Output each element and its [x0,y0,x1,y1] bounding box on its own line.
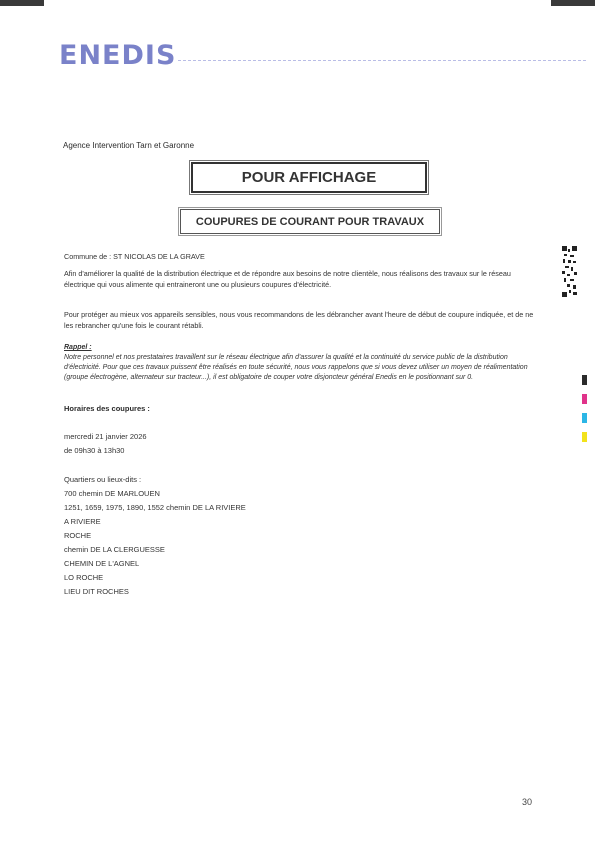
scan-corner-left [0,0,44,6]
title-coupures [180,209,440,234]
quartier-item: CHEMIN DE L'AGNEL [64,559,140,568]
quartier-item: LO ROCHE [64,573,104,582]
quartiers-title: Quartiers ou lieux-dits : [64,475,142,484]
enedis-logo: ENEDIS [59,40,177,71]
agence-name: Agence Intervention Tarn et Garonne [63,141,195,150]
quartier-item: 700 chemin DE MARLOUEN [64,489,160,498]
title-pour-affichage [191,162,427,193]
horaires-time: de 09h30 à 13h30 [64,446,125,455]
rappel-label: Rappel : [64,344,92,351]
quartier-item: A RIVIERE [64,517,101,526]
title-pour-affichage-text: POUR AFFICHAGE [241,169,377,186]
printer-color-marks [582,375,587,451]
quartier-item: 1251, 1659, 1975, 1890, 1552 chemin DE LA RIVIERE [64,503,246,512]
color-mark [582,394,587,404]
quartier-item: chemin DE LA CLERGUESSE [64,545,165,554]
scan-corner-right [551,0,595,6]
title-coupures-text: COUPURES DE COURANT POUR TRAVAUX [195,215,425,228]
rappel-block [64,343,538,383]
paragraph-2: Pour protéger au mieux vos appareils sensibles, nous vous recommandons de les débrancher avant l'heure de début de coupure indiquée, et de ne les rebrancher qu'une fois le courant rétabli. [64,310,534,330]
paragraph-1: Afin d'améliorer la qualité de la distribution électrique et de répondre aux besoins de notre clientèle, nous réalisons des travaux sur le réseau électrique qui vous alimente qui entraineront une ou plusieurs coupures d'électricité. [64,269,511,289]
quartier-item: ROCHE [64,531,92,540]
quartier-item: LIEU DIT ROCHES [64,587,129,596]
color-mark [582,413,587,423]
qr-code-icon [562,246,577,297]
horaires-title: Horaires des coupures : [64,404,150,413]
page-number: 30 [522,797,533,807]
commune-line: Commune de : ST NICOLAS DE LA GRAVE [64,252,205,261]
horaires-date: mercredi 21 janvier 2026 [64,432,147,441]
header-rule [178,60,586,61]
rappel-text: Notre personnel et nos prestataires travaillent sur le réseau électrique afin d'assurer la qualité et la continuité du service public de la distribution d'électricité. Pour que ces travaux puissent être réalisés en toute sécurité, nous vous rappelons que si vous devez utiliser un moyen de réalimentation (groupe électrogène, alternateur sur tracteur...), il est obligatoire de couper votre disjoncteur général Enedis en le positionnant sur 0. [64,354,528,381]
color-mark [582,432,587,442]
color-mark [582,375,587,385]
